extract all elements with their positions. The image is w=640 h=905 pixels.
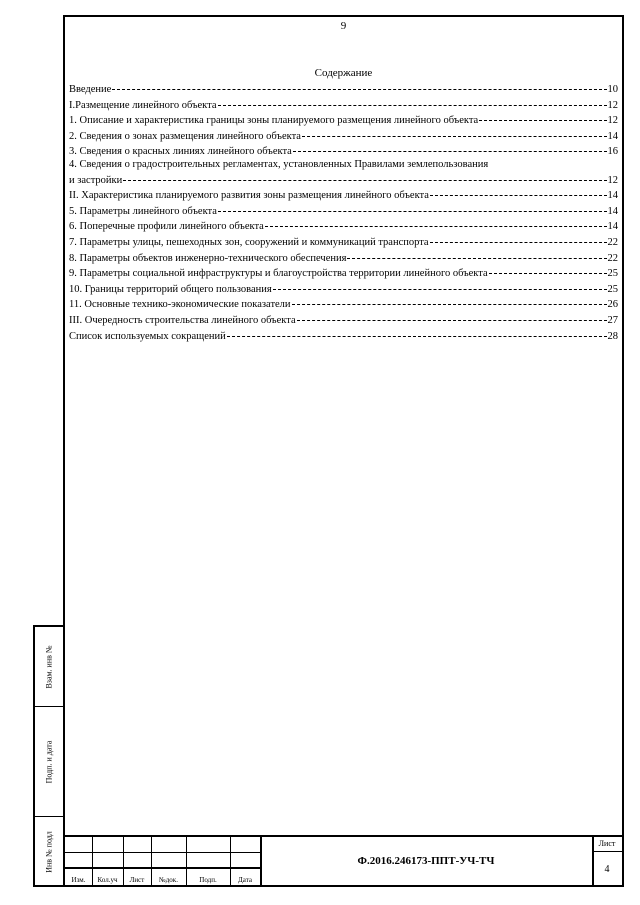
toc-entry-title-continued: и застройки — [69, 174, 123, 186]
toc-leader — [489, 263, 607, 274]
toc-leader — [273, 279, 607, 290]
toc-leader — [479, 110, 606, 121]
side-label-replacement-inv: Взам. инв № — [44, 644, 54, 689]
toc-leader — [227, 326, 607, 337]
side-label-signature-date: Подп. и дата — [44, 740, 54, 783]
toc-entry-title: 6. Поперечные профили линейного объекта — [69, 221, 264, 233]
toc-entry-title: III. Очередность строительства линейного объекта — [69, 314, 296, 326]
side-cell-original-inv — [35, 817, 63, 887]
toc-entry-page: 25 — [607, 268, 618, 280]
toc-entry-title: 5. Параметры линейного объекта — [69, 205, 217, 217]
side-stamp-strip — [33, 625, 63, 887]
toc-entry-title: II. Характеристика планируемого развития зоны размещения линейного объекта — [69, 190, 429, 202]
toc-entry-title: 3. Сведения о красных линиях линейного объекта — [69, 146, 292, 158]
toc-leader — [292, 294, 607, 305]
toc-entry-page: 12 — [607, 99, 618, 111]
toc-entry-page: 12 — [607, 115, 618, 127]
toc-entry-page: 25 — [607, 283, 618, 295]
document-code: Ф.2016.246173-ППТ-УЧ-ТЧ — [357, 855, 495, 867]
toc-title: Содержание — [314, 67, 373, 79]
stamp-header-change: Изм. — [71, 876, 86, 884]
stamp-row-line — [592, 851, 622, 852]
stamp-header-signature: Подп. — [199, 876, 217, 884]
toc-entry-title: I.Размещение линейного объекта — [69, 99, 217, 111]
toc-entry-page: 26 — [607, 299, 618, 311]
toc-leader — [430, 232, 607, 243]
toc-entry-page: 14 — [607, 130, 618, 142]
stamp-header-count: Кол.уч — [97, 876, 118, 884]
toc-leader — [218, 201, 607, 212]
toc-leader — [265, 216, 607, 227]
toc-entry-page: 22 — [607, 236, 618, 248]
toc-entry-title: 8. Параметры объектов инженерно-технического обеспечения — [69, 252, 347, 264]
toc-leader — [112, 79, 606, 90]
drawing-frame — [63, 15, 624, 887]
toc-entry-title: 2. Сведения о зонах размещения линейного объекта — [69, 130, 301, 142]
toc-entry-page: 28 — [607, 330, 618, 342]
toc-leader — [293, 141, 607, 152]
toc-leader — [347, 248, 606, 259]
toc-entry-page: 16 — [607, 146, 618, 158]
toc-entry-title: 7. Параметры улицы, пешеходных зон, сооружений и коммуникаций транспорта — [69, 236, 429, 248]
title-block — [65, 835, 622, 885]
toc-entry-title: 1. Описание и характеристика границы зоны планируемого размещения линейного объекта — [69, 115, 479, 127]
toc-entry-title: 9. Параметры социальной инфраструктуры и благоустройства территории линейного объекта — [69, 268, 488, 280]
toc-leader — [430, 185, 607, 196]
stamp-row-line — [65, 852, 260, 853]
toc-leader — [218, 95, 607, 106]
toc-entry-title: 10. Границы территорий общего пользования — [69, 283, 272, 295]
toc-entry-page: 14 — [607, 221, 618, 233]
toc-entry-page: 10 — [607, 84, 618, 95]
sheet-number: 4 — [604, 864, 610, 875]
page-number: 9 — [340, 20, 347, 32]
toc-entry-page: 14 — [607, 190, 618, 202]
toc-entry-title: 4. Сведения о градостроительных регламентах, установленных Правилами землепользования — [69, 158, 489, 170]
toc-entry-page: 12 — [607, 174, 618, 186]
table-of-contents — [69, 81, 618, 343]
toc-entry — [69, 159, 618, 187]
stamp-header-date: Дата — [238, 876, 252, 884]
toc-leader — [297, 310, 607, 321]
side-cell-replacement-inv — [35, 627, 63, 707]
stamp-row-line — [65, 867, 260, 869]
toc-leader — [302, 126, 607, 137]
toc-entry-title: Список используемых сокращений — [69, 330, 226, 342]
sheet-label: Лист — [598, 839, 616, 848]
side-label-original-inv: Инв № подл — [44, 831, 54, 873]
side-cell-signature-date — [35, 707, 63, 817]
toc-entry-page: 14 — [607, 205, 618, 217]
toc-entry-title: 11. Основные технико-экономические показатели — [69, 299, 291, 311]
toc-entry — [69, 328, 618, 344]
toc-entry-page: 22 — [607, 252, 618, 264]
stamp-header-doc-number: №док. — [159, 876, 178, 884]
toc-entry — [69, 143, 618, 159]
toc-entry-title: Введение — [69, 84, 112, 95]
toc-leader — [123, 170, 606, 181]
stamp-header-sheet: Лист — [129, 876, 145, 884]
toc-entry-page: 27 — [607, 314, 618, 326]
